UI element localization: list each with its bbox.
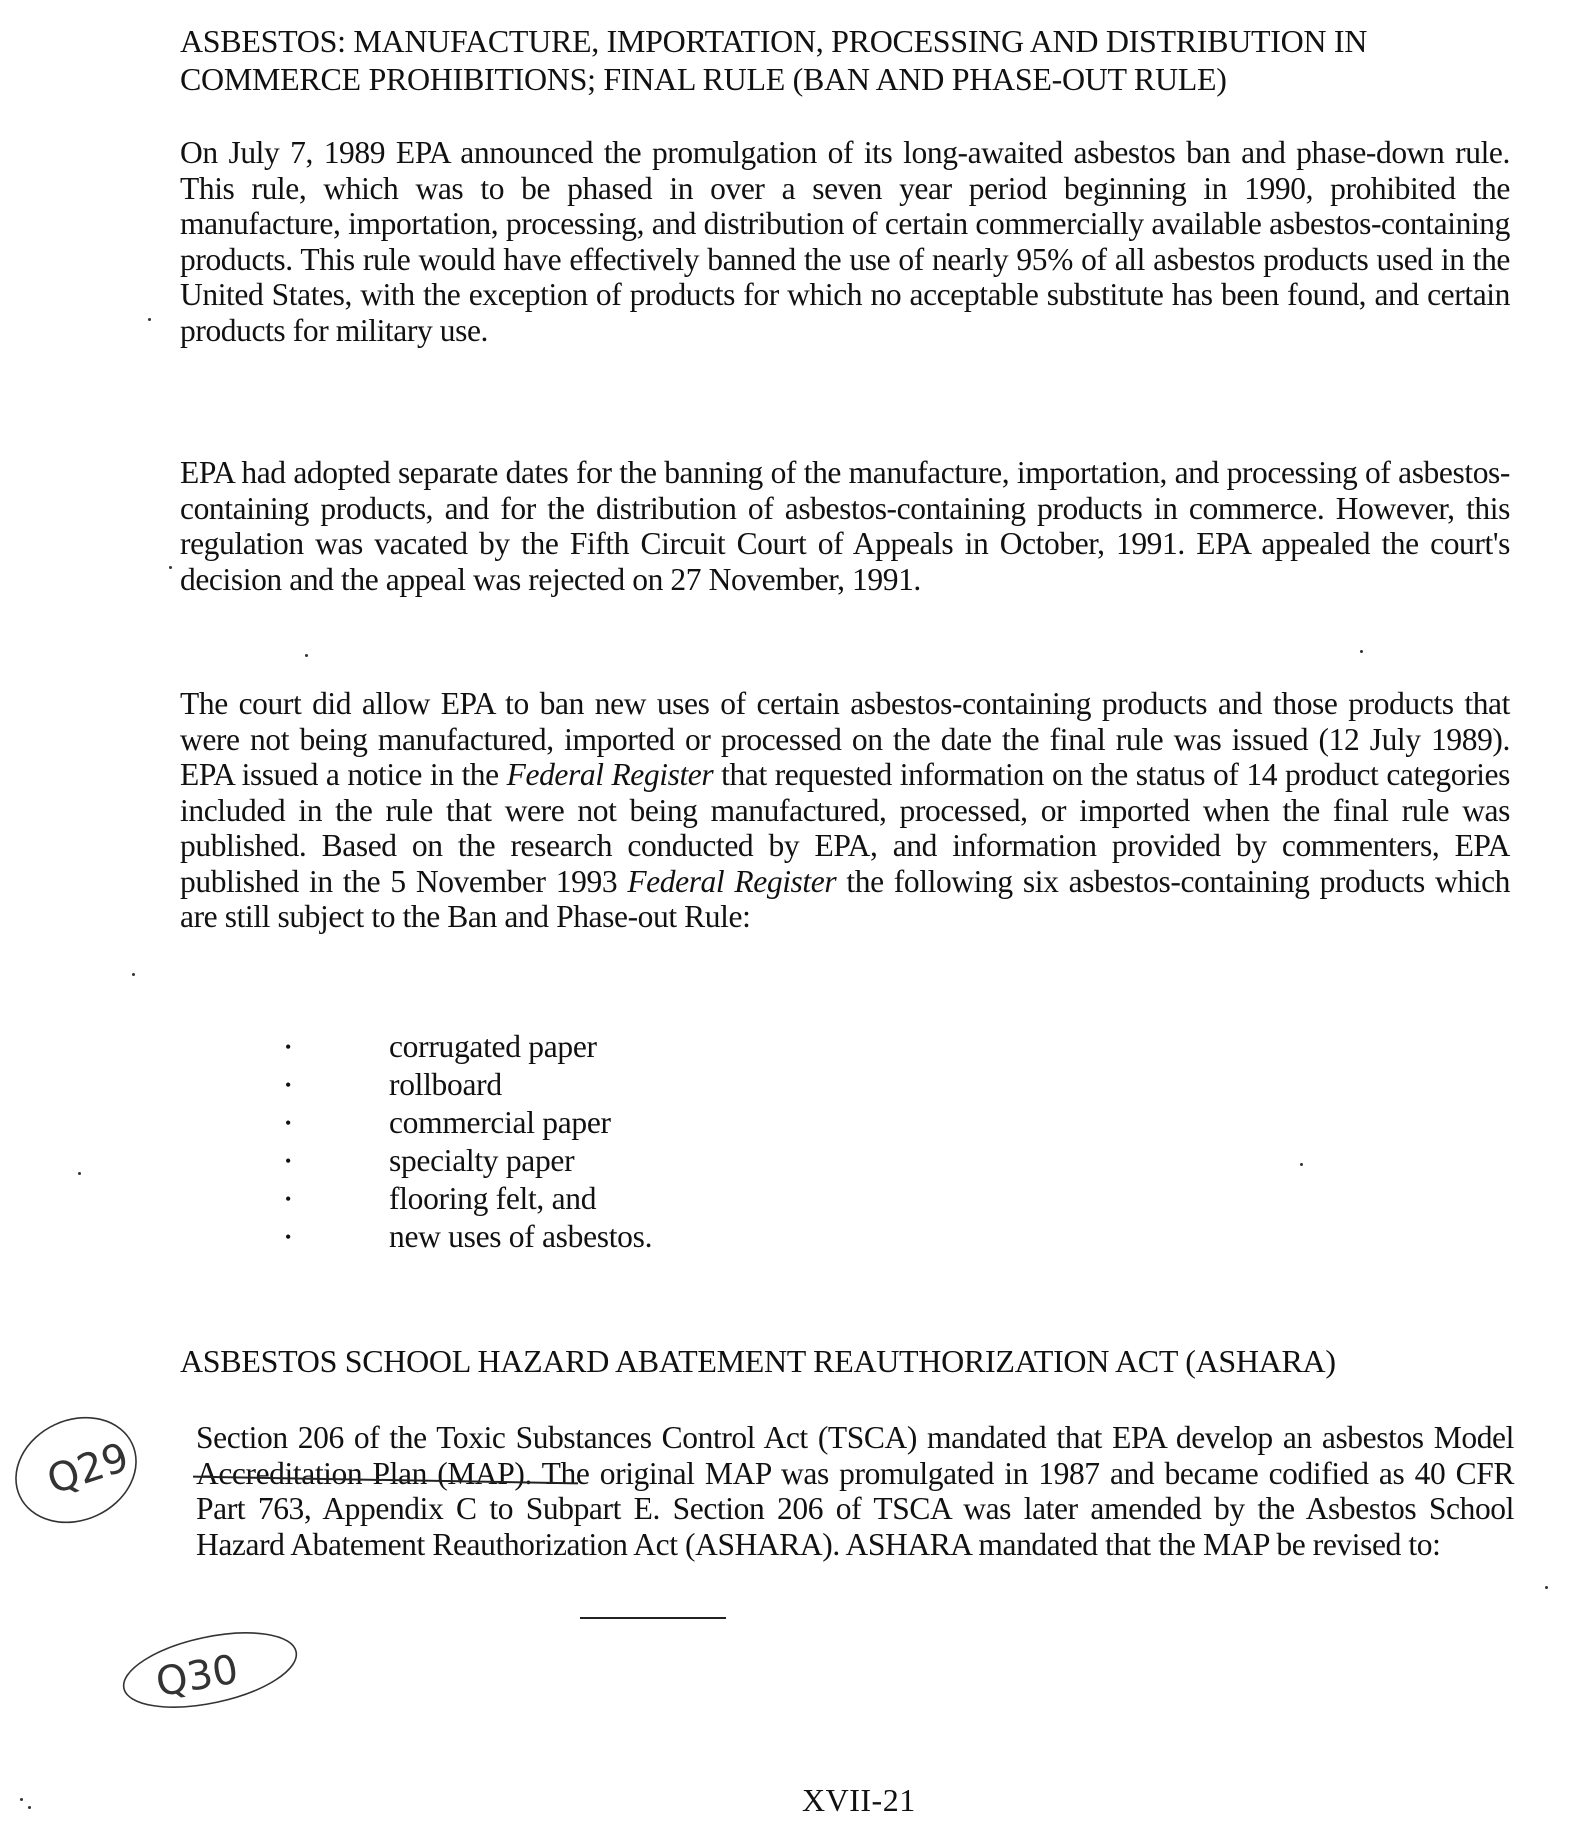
scan-speck [78,1172,81,1175]
scan-speck [305,654,308,657]
scan-speck [28,1806,31,1809]
list-item: • commercial paper [285,1105,611,1140]
paragraph-text: that requested information on the status of 14 product categories included in the rule that were not being manufactured, processed, or imported when the final rule was published. Based on the research conducted by EPA, and information provided by commenters, EPA published in the 5 November 1993 [180,757,1510,899]
bullet-icon: • [285,1113,292,1133]
scan-speck [169,566,172,569]
svg-text:Q30: Q30 [152,1646,242,1707]
scan-speck [1360,650,1363,653]
scan-speck [148,318,151,321]
section-heading-ban-rule: ASBESTOS: MANUFACTURE, IMPORTATION, PROCESSING AND DISTRIBUTION IN COMMERCE PROHIBITIONS; FINAL RULE (BAN AND PHASE-OUT RULE) [180,23,1368,97]
paragraph-text: The court did allow EPA to ban new uses of certain asbestos-containing products and those products that were not being manufactured, imported or processed on the date the final rule was issued (12 July 1989). EPA issued a notice in the [180,686,1510,792]
bullet-icon: • [285,1075,292,1095]
handwritten-q29-annotation [4,1410,154,1530]
federal-register-italic: Federal Register [627,863,837,899]
federal-register-italic: Federal Register [506,757,714,792]
list-item: • rollboard [285,1067,502,1102]
bullet-icon: • [285,1227,292,1247]
page-number: XVII-21 [802,1782,916,1818]
scan-speck [1545,1586,1548,1589]
scan-speck [132,973,135,976]
scan-speck [1300,1163,1303,1166]
handwritten-underline [580,1617,726,1619]
list-item: • flooring felt, and [285,1181,597,1216]
svg-text:Q29: Q29 [41,1434,135,1504]
paragraph-ashara: Section 206 of the Toxic Substances Control Act (TSCA) mandated that EPA develop an asbestos Model Accreditation Plan (MAP). The original MAP was promulgated in 1987 and became codified as 40 CFR Part 763, Appendix C to Subpart E. Section 206 of TSCA was later amended by the Asbestos School Hazard Abatement Reauthorization Act (ASHARA). ASHARA mandated that the MAP be revised to: [196,1420,1514,1562]
bullet-icon: • [285,1189,292,1209]
paragraph-court-vacated: EPA had adopted separate dates for the banning of the manufacture, importation, and processing of asbestos-containing products, and for the distribution of asbestos-containing products in commerce. However, this regulation was vacated by the Fifth Circuit Court of Appeals in October, 1991. EPA appealed the court's decision and the appeal was rejected on 27 November, 1991. [180,455,1510,597]
banned-products-list [285,1028,652,1256]
list-item: • new uses of asbestos. [285,1219,653,1254]
paragraph-ban-announcement: On July 7, 1989 EPA announced the promulgation of its long-awaited asbestos ban and phase-down rule. This rule, which was to be phased in over a seven year period beginning in 1990, prohibited the manufacture, importation, processing, and distribution of certain commercially available asbestos-containing products. This rule would have effectively banned the use of nearly 95% of all asbestos products used in the United States, with the exception of products for which no acceptable substitute has been found, and certain products for military use. [180,135,1510,348]
scan-speck [20,1798,23,1801]
paragraph-court-allowed [180,686,1510,935]
section-heading-ashara: ASBESTOS SCHOOL HAZARD ABATEMENT REAUTHORIZATION ACT (ASHARA) [180,1343,1336,1379]
list-item: • specialty paper [285,1143,575,1178]
bullet-icon: • [285,1037,292,1057]
handwritten-q30-annotation [110,1625,310,1715]
bullet-icon: • [285,1151,292,1171]
list-item: • corrugated paper [285,1029,597,1064]
paragraph-text: the following six asbestos-containing products which are still subject to the Ban and Phase-out Rule: [180,863,1511,934]
